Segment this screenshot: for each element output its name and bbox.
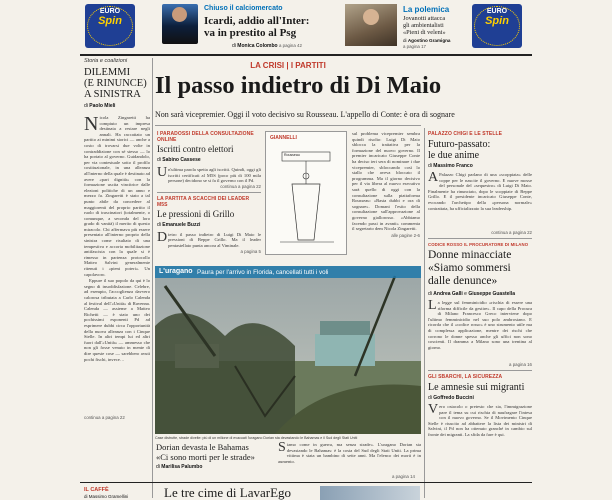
s1-kicker: I PARADOSSI DELLA CONSULTAZIONE ONLINE: [157, 131, 254, 143]
photo-caption: Case distrutte, strade divelte: più di un milione di evacuati l'uragano Dorian sta devastando le Bahamas e il Sud degli Stati Uniti: [155, 436, 358, 440]
teaser1-author: Monica Colombo: [237, 43, 278, 49]
giannelli-cartoon: [265, 131, 347, 255]
r2-text: a legge sul femminicidio «rischia di essere una riforma difficile da gestire». Il capo della Procura di Milano Francesco Greco interviene dopo l'ultimo femminicidio nel suo polo ambrosiano. E ricorda che il «codice rosso» è uno strumento utile ma di complessa applicazione, mentre dei rischi che corrono le donne spesso anche gli uffici non sono coscienti. Il dramma a Milano sono una trentina al giorno.: [428, 300, 532, 350]
s2-page: a pagina 5: [240, 248, 261, 254]
right-column: [428, 131, 532, 438]
editorial-body: [84, 115, 150, 415]
dorian-text: [278, 442, 421, 474]
teaser2-by-pre: di: [403, 38, 407, 43]
logo-spin-text: Spin: [98, 15, 122, 27]
eurospin-logo-right: [472, 4, 522, 48]
main-kicker: LA CRISI | I PARTITI: [250, 61, 326, 70]
r2-author-1: Andrea Galli: [433, 291, 463, 297]
s2-kicker: LA PARTITA A SCACCHI DEI LEADER M5S: [157, 195, 250, 208]
star-ring-icon: [87, 6, 133, 46]
column-divider: [152, 58, 153, 498]
main-headline[interactable]: Il passo indietro di Di Maio: [155, 72, 442, 99]
teaser1-title-1: Icardi, addio all'Inter:: [204, 15, 310, 27]
dorian-page: a pagina 14: [392, 474, 415, 479]
r3-title[interactable]: Le amnesie sui migranti: [428, 382, 525, 393]
r2-page: a pagina 16: [509, 362, 532, 367]
s1-author: Sabino Cassese: [162, 157, 201, 163]
s2-by-pre: di: [157, 221, 161, 228]
subhead-rule: [155, 125, 421, 126]
editorial-p2: Eppure il suo popolo da qui è lo segno di insoddisfazione. Celebre, ad esempio, l'accoglienza davvero calorosa tributata a Carlo Calenda al festival dell'«Unità» di Ravenna. Calenda — assieme a Matteo Richetti — è stato uno dei pochissimi esponenti Pd ad esprimere dubbi circa l'opportunità della nuova alleanza con i Cinque Stelle. In altri tempi lui ed altri fuori dall'«Unità» — ammesso che non gli fosse venuto in mente di dire queste cose — sarebbero avuti pochi fischi, invece…: [84, 278, 150, 362]
main-subhead: Non sarà vicepremier. Oggi il voto decisivo su Rousseau. L'appello di Conte: è ora di sognare: [155, 110, 455, 119]
s1-continue-link[interactable]: continua a pagina 22: [220, 183, 261, 189]
photo-title: Paura per l'arrivo in Florida, cancellati tutti i voli: [197, 268, 329, 276]
teaser2-page: a pagina 17: [403, 44, 426, 49]
r1-author: Massimo Franco: [433, 163, 473, 169]
teaser-icardi[interactable]: [160, 2, 320, 52]
editorial-p1: icola Zingaretti ha compiuto un impresa destinata a restare negli annali. Ha raccattato un partito ai minimi storici — anche a costo di trovarsi due volte in contraddizione con sé stesso — lo ha portato al governo. Guidandolo, per via contestuale sotto il profilo costituzionale, in una alleanza all'interno della quale è destinato ad avere «pari dignità» con la formazione uscita vincitrice dalle elezioni politiche di un anno e mezzo fa. Zingaretti è stato a tal punto abile da concedere al maggiorenti del proprio partito il ruolo di trascinatori (totalmente, o comunque, a seconda del loro grado di vanità) il merito di questo miracolo. Chi affermava più essere presentato all'interno proprio della sinistra come risultato di una tempestiva e accorta mobilitazione antifascista con la quale si è rimesso in partenza protocollo Matteo Salvini generalmente ritenuti i «pieni poteri». Un capolavoro.: [84, 115, 150, 277]
teaser1-page: a pagina 42: [278, 43, 302, 48]
main-kicker-b: I PARTITI: [290, 61, 326, 70]
r3-text: ero ostacolo o pretesto che sia, l'immigrazione pare il tema su cui rischia di naufragare l'intesa con il nuovo governo. Se il Movimento Cinque Stelle è riuscito ad abbattere la lista dei ministri di Salvini, il Pd non ha ottenuto granché in cambio sul fronte dei migranti. La sfida da fare è qui.: [428, 404, 532, 437]
teaser2-line-1: Jovanotti attacca: [403, 15, 446, 22]
editorial-kicker: Storia e coalizioni: [84, 58, 128, 64]
teaser1-by-pre: di: [232, 43, 236, 49]
r2-kicker: CODICE ROSSO IL PROCURATORE DI MILANO: [428, 242, 529, 247]
editorial-author: Paolo Mieli: [89, 103, 116, 109]
r2-title-3[interactable]: dalle denunce»: [428, 275, 498, 287]
r1-title-2[interactable]: le due anime: [428, 150, 480, 161]
hurricane-photo-block[interactable]: [155, 266, 421, 434]
dorian-h1[interactable]: Dorian devasta le Bahamas: [156, 442, 249, 452]
editorial-title-1: DILEMMI: [84, 67, 131, 78]
dorian-by-pre: di: [156, 464, 160, 470]
s1-dropcap: U: [157, 165, 168, 180]
teaser2-line-2: gli ambientalisti: [403, 22, 444, 29]
logo-euro-text: EURO: [486, 8, 508, 15]
jovanotti-photo: [345, 4, 397, 46]
icardi-photo: [162, 4, 198, 44]
s2-author: Emanuele Buzzi: [162, 221, 201, 228]
r2-dropcap: L: [428, 300, 437, 313]
caffe-label: IL CAFFÈ: [84, 487, 109, 493]
r3-dropcap: V: [428, 404, 439, 417]
cartoon-label: GIANNELLI: [270, 135, 297, 141]
hurricane-photo: [155, 266, 421, 434]
editorial-by-pre: di: [84, 103, 88, 109]
s1-by-pre: di: [157, 157, 161, 163]
logo-spin-text: Spin: [485, 15, 509, 27]
teaser2-line-3: «Pieni di veleni»: [403, 29, 446, 36]
star-ring-icon: [474, 6, 520, 46]
dorian-story: [156, 442, 276, 470]
s2-title[interactable]: Le pressioni di Grillo: [157, 208, 235, 219]
r2-title-2[interactable]: «Siamo sommersi: [428, 262, 511, 274]
r1-text: Palazzo Chigi parlano di una «scoppiata» delle coppe per le nascite il governo. E nuove mosse del personale del «sequestro» di Luigi Di Maio. Finalmente ha rinunciato, dopo le scoppiate di Beppe Grillo. E il presidente incaricato Giuseppe Conte, evocando l'archetipo della «persona normale» contrattata, ha ufficializzato la sua leadership.: [428, 172, 532, 211]
r2-author-2: Giuseppe Guastella: [468, 291, 515, 297]
r3-author: Goffredo Buccini: [433, 395, 474, 401]
r2-by-pre: di: [428, 291, 432, 297]
r1-kicker: PALAZZO CHIGI E LE STELLE: [428, 131, 503, 137]
r3-kicker: GLI SBARCHI, LA SICUREZZA: [428, 374, 503, 380]
logo-euro-text: EURO: [99, 8, 121, 15]
s2-text: ietro il passo indietro di Luigi Di Maio le pressioni di Beppe Grillo. Ma il leader pentastellato punta ancora al Viminale.: [168, 231, 261, 248]
r1-dropcap: A: [428, 172, 439, 185]
s1-text: n'ultima parola spetta agli iscritti. Quindi, oggi gli iscritti certificati al M5S (poco più di 100 mila persone) decidono se si fa il governo con il Pd.: [168, 167, 261, 184]
r2-by-and: e: [464, 291, 467, 297]
photo-tag: L'uragano: [159, 268, 193, 275]
editorial-column: [84, 58, 150, 420]
s1-title[interactable]: Iscritti contro elettori: [157, 144, 234, 154]
header-rule: [80, 54, 532, 56]
editorial-title-3: A SINISTRA: [84, 89, 141, 100]
editorial-title-2: (E RINUNCE): [84, 78, 147, 89]
teaser1-title-2: va in prestito al Psg: [204, 27, 297, 39]
right-divider: [424, 128, 425, 498]
teaser2-author: Agostino Gramigna: [407, 38, 451, 43]
r1-by-pre: di: [428, 163, 432, 169]
r1-continue-link[interactable]: continua a pagina 22: [491, 230, 532, 235]
teaser1-kicker: Chiuso il calciomercato: [204, 5, 283, 12]
main-story-column: [352, 131, 420, 238]
bottom-photo: [320, 486, 420, 500]
caffe-author: di Massimo Gramellini: [84, 494, 129, 499]
bottom-tease[interactable]: Le tre cime di LavarEgo: [164, 485, 292, 500]
cartoon-drawing: [272, 144, 342, 252]
cartoon-caption: Rousseau: [284, 153, 300, 157]
main-kicker-a: LA CRISI: [250, 61, 285, 70]
dorian-author: Marilisa Palumbo: [161, 464, 203, 470]
dorian-dropcap: S: [278, 442, 286, 455]
main-story-text: sul problema vicepremier sembra quindi risolto: Luigi Di Maio sblocca la trattativa per la formazione del nuovo governo. Il premier incaricato Giuseppe Conte ha deciso ieri sera di nominare i due vicepremier, sbloccando così lo stallo che aveva bloccato il programma. Ma il giorno decisivo per il via libera al nuovo esecutivo sarà quello di oggi con la consultazione sulla piattaforma Rousseau: «Basta dubbi e ora di sognare». Domani l'esito della consultazione sull'approvazione al governo giallorosso. «Abbiamo facendo passi in avanti» commenta il segretario dem Nicola Zingaretti.: [352, 131, 420, 232]
editorial-continue-link[interactable]: continua a pagina 22: [84, 415, 125, 420]
s2-dropcap: D: [157, 229, 168, 245]
r2-title-1[interactable]: Donne minacciate: [428, 249, 512, 261]
bottom-rule: [80, 482, 532, 483]
teaser2-kicker: La polemica: [403, 5, 450, 14]
dorian-body: iamo come in guerra, ma senza strade». L'uragano Dorian sta devastando le Bahamas: è la costa del Sud degli Stati Uniti. La prima vittima è stata un bambino di sette anni. Ma l'elenco dei morti è in aumento.: [278, 442, 421, 464]
eurospin-logo-left: [85, 4, 135, 48]
dorian-h2[interactable]: «Ci sono morti per le strade»: [156, 452, 255, 462]
r1-title-1[interactable]: Futuro-passato:: [428, 139, 491, 150]
paradossi-column: [157, 131, 261, 254]
teaser-jovanotti[interactable]: [345, 2, 465, 52]
editorial-dropcap: N: [84, 115, 99, 135]
r3-by-pre: di: [428, 395, 432, 401]
main-story-page: alle pagine 2-6: [391, 232, 420, 238]
